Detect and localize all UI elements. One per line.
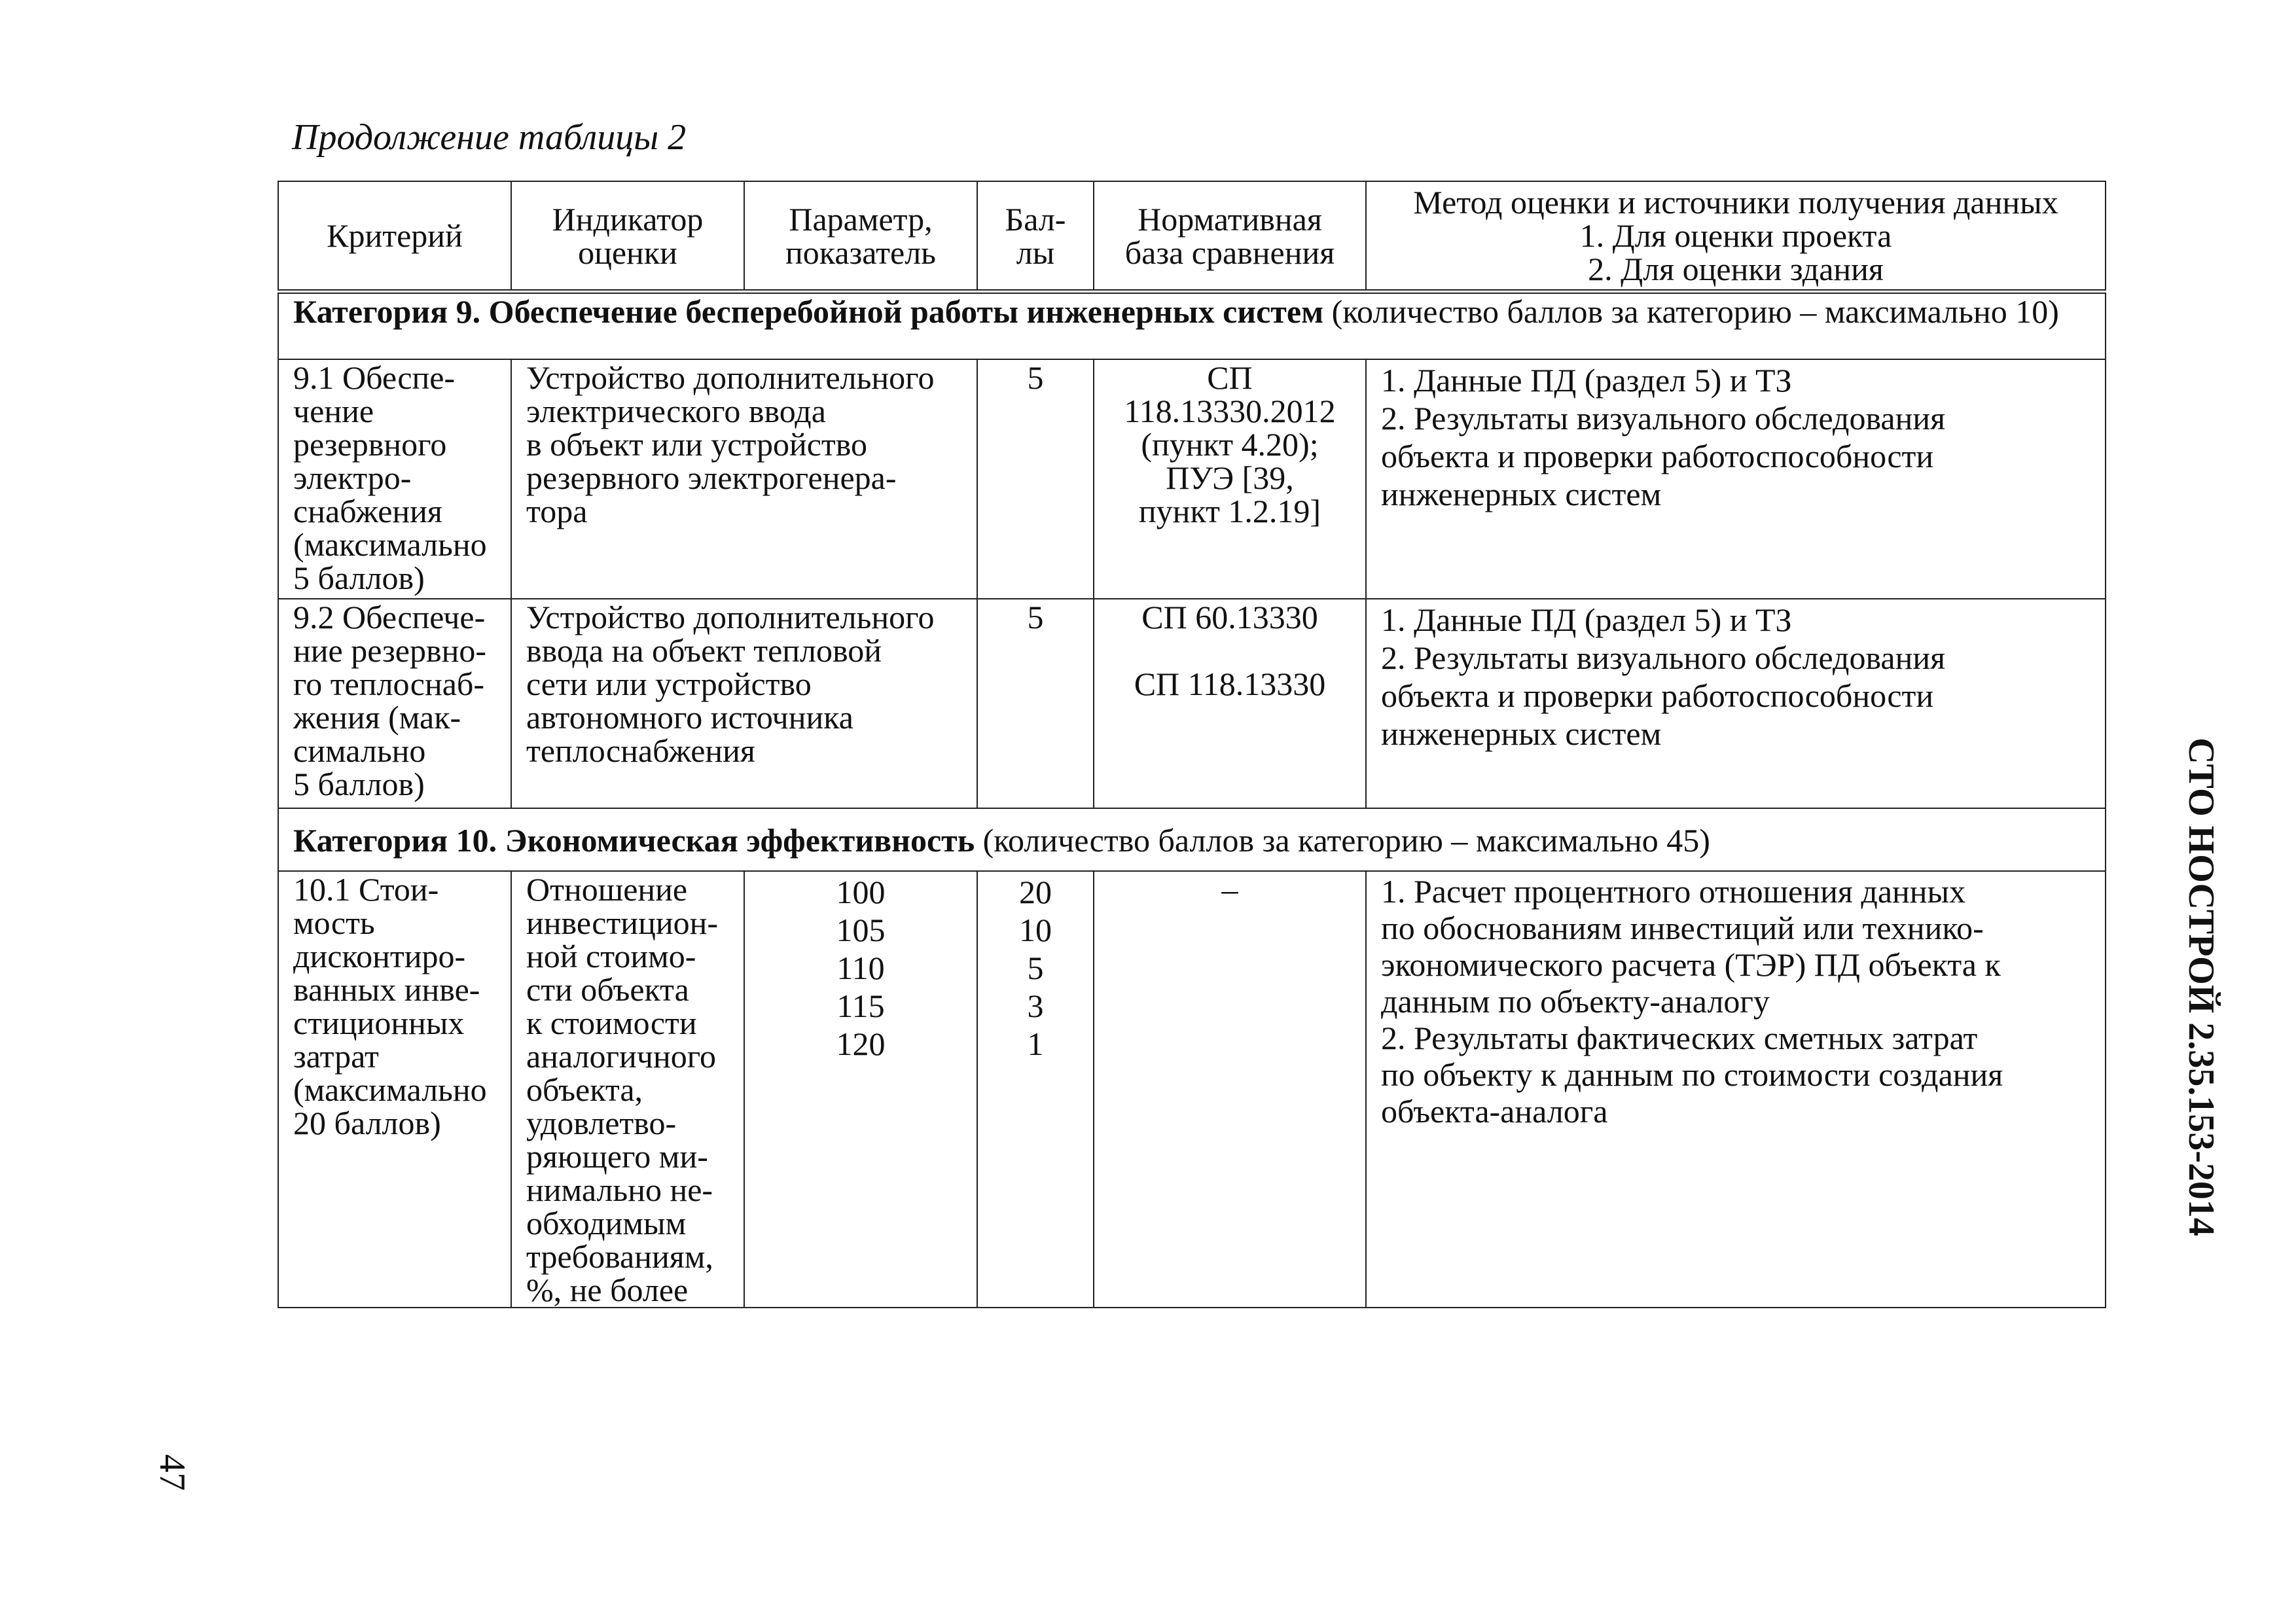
- table-header-row: [278, 181, 2106, 291]
- header-criterion: Критерий: [278, 181, 511, 291]
- row-9-1-points: 5: [977, 359, 1094, 599]
- header-method: Метод оценки и источники получения данных 1. Для оценки проекта 2. Для оценки здания: [1366, 181, 2106, 291]
- row-9-1-criterion: 9.1 Обеспе- чение резервного электро- снабжения (максимально 5 баллов): [278, 359, 511, 599]
- criteria-table: [278, 181, 2106, 1308]
- header-indicator: Индикатор оценки: [511, 181, 744, 291]
- table-row: [278, 599, 2106, 808]
- category-9-heading: Категория 9. Обеспечение бесперебойной работы инженерных систем (количество баллов за категорию – максимально 10): [278, 291, 2106, 359]
- row-9-1-norm-base: СП 118.13330.2012 (пункт 4.20); ПУЭ [39, пункт 1.2.19]: [1094, 359, 1366, 599]
- row-9-2-indicator: Устройство дополнительного ввода на объект тепловой сети или устройство автономного источника теплоснабжения: [511, 599, 977, 808]
- row-10-1-criterion: 10.1 Стои- мость дисконтиро- ванных инве- стиционных затрат (максимально 20 баллов): [278, 871, 511, 1308]
- row-9-2-method: 1. Данные ПД (раздел 5) и ТЗ 2. Результаты визуального обследования объекта и проверки работоспособности инженерных систем: [1366, 599, 2106, 808]
- row-9-2-norm-base: СП 60.13330 СП 118.13330: [1094, 599, 1366, 808]
- table-caption: Продолжение таблицы 2: [292, 117, 687, 158]
- row-9-1-indicator: Устройство дополнительного электрического ввода в объект или устройство резервного электрогенера- тора: [511, 359, 977, 599]
- table-row: [278, 871, 2106, 1308]
- standard-designation: СТО НОСТРОЙ 2.35.153-2014: [2181, 738, 2221, 1236]
- page-number: 47: [152, 1454, 192, 1491]
- row-10-1-points: 20 10 5 3 1: [977, 871, 1094, 1308]
- header-points: Бал- лы: [977, 181, 1094, 291]
- row-10-1-norm-base: –: [1094, 871, 1366, 1308]
- header-parameter: Параметр, показатель: [744, 181, 977, 291]
- category-10-heading: Категория 10. Экономическая эффективность (количество баллов за категорию – максимально 45): [278, 808, 2106, 871]
- row-9-2-points: 5: [977, 599, 1094, 808]
- category-9-row: [278, 291, 2106, 359]
- table-row: [278, 359, 2106, 599]
- category-10-row: [278, 808, 2106, 871]
- row-9-1-method: 1. Данные ПД (раздел 5) и ТЗ 2. Результаты визуального обследования объекта и проверки работоспособности инженерных систем: [1366, 359, 2106, 599]
- row-10-1-method: 1. Расчет процентного отношения данных по обоснованиям инвестиций или технико- экономического расчета (ТЭР) ПД объекта к данным по объекту-аналогу 2. Результаты фактических сметных затрат по объекту к данным по стоимости создания объекта-аналога: [1366, 871, 2106, 1308]
- row-10-1-indicator: Отношение инвестицион- ной стоимо- сти объекта к стоимости аналогичного объекта, удовлетво- ряющего ми- нимально не- обходимым требованиям, %, не более: [511, 871, 744, 1308]
- row-9-2-criterion: 9.2 Обеспече- ние резервно- го теплоснаб- жения (мак- симально 5 баллов): [278, 599, 511, 808]
- row-10-1-parameters: 100 105 110 115 120: [744, 871, 977, 1308]
- header-norm-base: Нормативная база сравнения: [1094, 181, 1366, 291]
